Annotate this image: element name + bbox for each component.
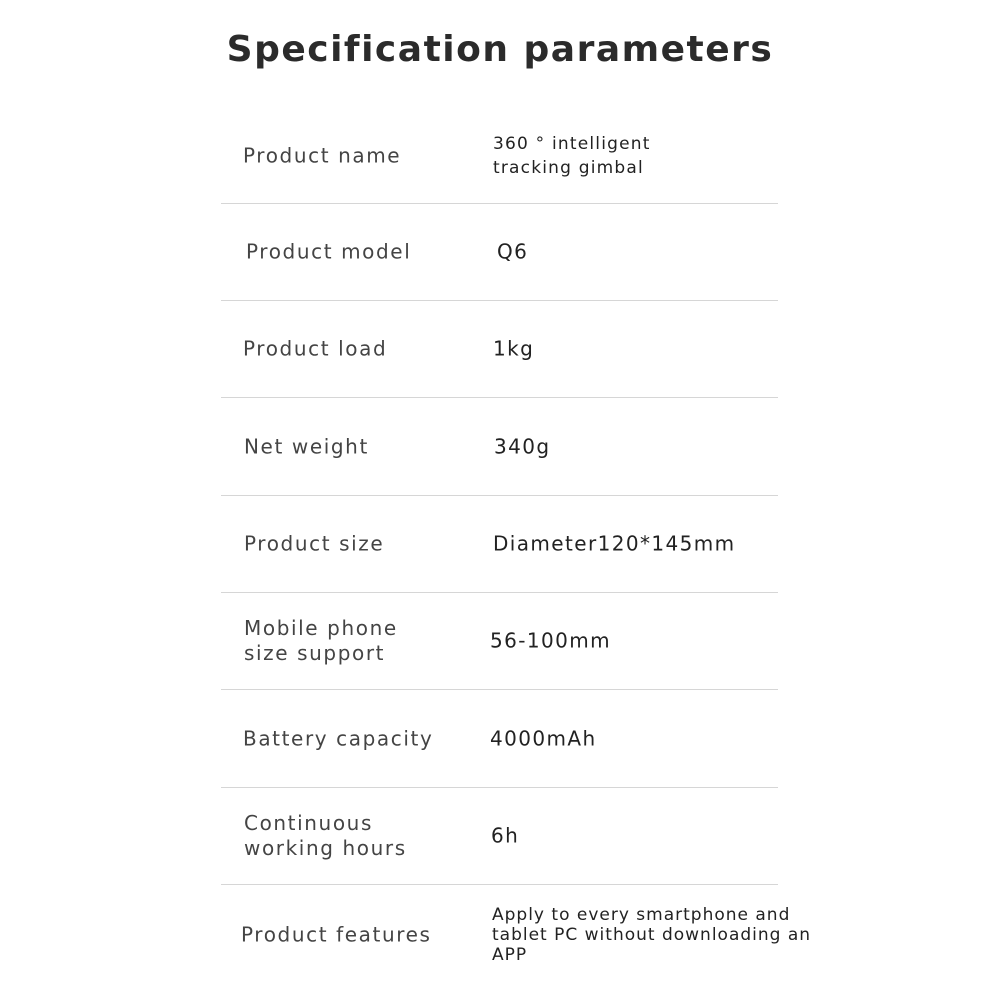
spec-row-phone-size-support: [221, 593, 778, 690]
spec-value: 4000mAh: [490, 726, 597, 750]
spec-row-net-weight: [221, 398, 778, 496]
spec-label: Battery capacity: [243, 726, 434, 750]
spec-row-working-hours: [221, 788, 778, 885]
spec-row-product-name: [221, 108, 778, 204]
spec-row-product-load: [221, 301, 778, 398]
spec-value: Apply to every smartphone and tablet PC without downloading an APP: [492, 905, 812, 965]
spec-label: Product features: [241, 922, 432, 947]
spec-value: 56-100mm: [490, 628, 612, 653]
spec-value: 360 ° intelligent tracking gimbal: [493, 133, 651, 178]
spec-value: Q6: [497, 239, 529, 264]
spec-row-product-model: [221, 204, 778, 301]
spec-row-battery-capacity: [221, 690, 778, 788]
spec-value: 1kg: [493, 336, 535, 361]
spec-row-product-features: [221, 885, 812, 985]
spec-label: Product model: [246, 239, 412, 264]
spec-label: Product load: [243, 336, 388, 361]
spec-label: Mobile phone size support: [244, 616, 398, 665]
spec-label: Product size: [244, 531, 385, 556]
page-title: Specification parameters: [226, 29, 774, 70]
spec-value: 6h: [491, 823, 520, 848]
spec-label: Net weight: [244, 434, 369, 458]
spec-value: Diameter120*145mm: [493, 531, 736, 556]
spec-label: Product name: [243, 143, 402, 167]
spec-table: [221, 108, 812, 985]
spec-value: 340g: [494, 434, 551, 458]
spec-row-product-size: [221, 496, 778, 593]
spec-label: Continuous working hours: [244, 811, 407, 860]
